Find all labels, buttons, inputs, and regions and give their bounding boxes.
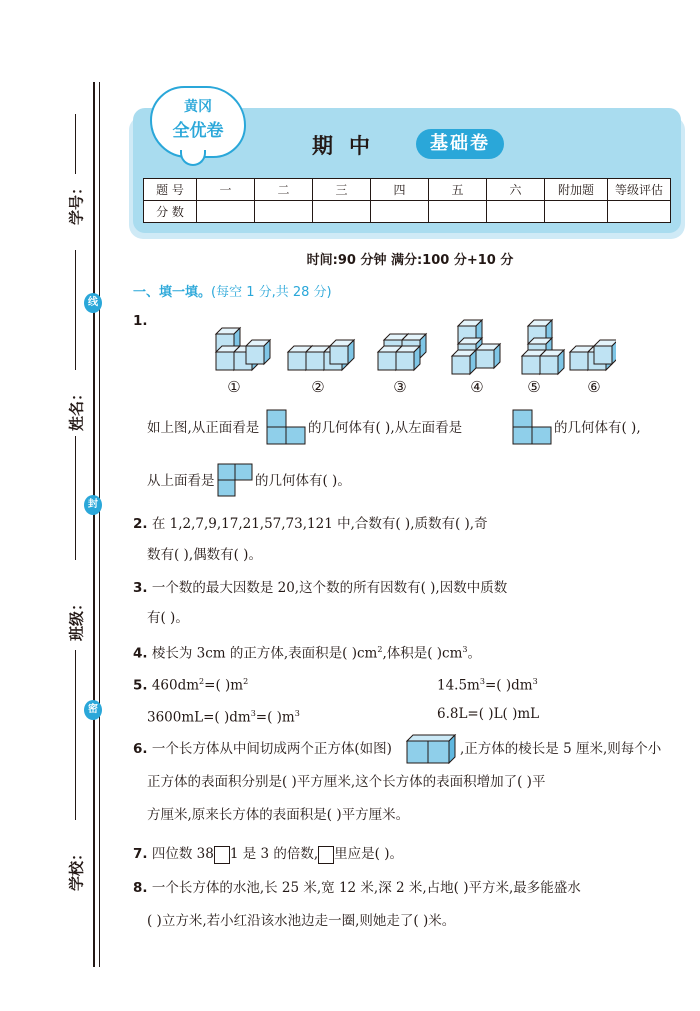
q4-number: 4. xyxy=(133,645,148,662)
student-id-field xyxy=(46,120,106,320)
binding-margin xyxy=(0,0,105,1011)
score-header-cell: 等级评估 xyxy=(608,179,671,201)
name-field xyxy=(46,370,106,450)
q5-c2: =( )m xyxy=(255,709,295,726)
score-cell[interactable] xyxy=(371,201,429,223)
q1-text: 如上图,从正面看是 xyxy=(147,420,260,436)
score-cell[interactable] xyxy=(197,201,255,223)
q5-sup: 3 xyxy=(532,677,538,686)
score-cell[interactable] xyxy=(545,201,608,223)
q8-text-2: ( )立方米,若小红沿该水池边走一圈,则她走了( )米。 xyxy=(147,913,456,929)
score-header-cell: 二 xyxy=(255,179,313,201)
seal-mi: 密 xyxy=(84,700,102,720)
q5-sup: 3 xyxy=(250,709,256,718)
q6-text-a: 一个长方体从中间切成两个正方体(如图) xyxy=(151,741,392,757)
score-header-cell: 三 xyxy=(313,179,371,201)
figure-label-5: ⑤ xyxy=(527,378,541,396)
front-view-icon xyxy=(266,409,306,445)
q7-text-c: 里应是( )。 xyxy=(334,846,403,862)
logo-line-2: 全优卷 xyxy=(172,121,224,141)
school-label: 学校： xyxy=(67,846,86,892)
figure-label-2: ② xyxy=(311,378,325,396)
exam-info: 时间:90 分钟 满分:100 分+10 分 xyxy=(306,253,514,268)
q4-text-b: ,体积是( )cm xyxy=(382,645,463,662)
q5-c: 3600mL=( )dm xyxy=(147,709,251,726)
school-field xyxy=(46,830,106,910)
score-cell[interactable] xyxy=(255,201,313,223)
section-title: 一、填一填。 xyxy=(133,285,212,300)
q6-text-3: 方厘米,原来长方体的表面积是( )平方厘米。 xyxy=(147,807,410,823)
score-row-label: 分 数 xyxy=(144,201,197,223)
q4-text-c: 。 xyxy=(467,645,482,662)
q1-number: 1. xyxy=(133,313,148,329)
q7-blank-box-ref xyxy=(318,846,334,864)
q3-text-1: 一个数的最大因数是 20,这个数的所有因数有( ),因数中质数 xyxy=(151,580,508,596)
q7-line xyxy=(133,845,403,864)
seal-xian: 线 xyxy=(84,293,102,313)
q4-text-a: 棱长为 3cm 的正方体,表面积是( )cm xyxy=(151,645,378,662)
q5-line-2 xyxy=(147,705,300,727)
score-table-score-row xyxy=(144,201,671,223)
q3-line-1 xyxy=(133,579,507,597)
score-table-header-row xyxy=(144,179,671,201)
q4-sup-3: 3 xyxy=(462,645,468,654)
left-view-icon xyxy=(512,409,552,445)
q5-line-1b xyxy=(437,673,538,695)
q6-cuboid-figure xyxy=(406,734,460,764)
q1-text-c: 的几何体有( ), xyxy=(554,420,641,436)
q7-text-b: 1 是 3 的倍数, xyxy=(229,846,319,862)
q6-text-2: 正方体的表面积分别是( )平方厘米,这个长方体的表面积增加了( )平 xyxy=(147,774,546,790)
q5-line-1 xyxy=(133,673,248,695)
q5-a: 460dm xyxy=(151,677,200,694)
q2-line-1 xyxy=(133,515,488,533)
q3-number: 3. xyxy=(133,580,148,596)
q2-number: 2. xyxy=(133,516,148,532)
q5-a2: =( )m xyxy=(204,677,244,694)
score-cell[interactable] xyxy=(608,201,671,223)
q5-d: 6.8L=( )L( )mL xyxy=(437,706,540,722)
figure-label-3: ③ xyxy=(393,378,407,396)
section-heading xyxy=(133,281,332,300)
student-id-line-2 xyxy=(75,250,76,370)
class-line-top xyxy=(75,500,76,560)
q8-number: 8. xyxy=(133,880,148,896)
seal-feng: 封 xyxy=(84,495,102,515)
score-cell[interactable] xyxy=(429,201,487,223)
class-field xyxy=(46,580,106,660)
score-header-cell: 一 xyxy=(197,179,255,201)
q5-sup: 3 xyxy=(479,677,485,686)
q5-b2: =( )dm xyxy=(484,677,533,694)
q7-blank-box[interactable] xyxy=(214,846,230,864)
q8-line-1 xyxy=(133,879,581,897)
class-label: 班级： xyxy=(67,596,86,642)
logo-line-1: 黄冈 xyxy=(184,99,212,115)
q6-text-b: ,正方体的棱长是 5 厘米,则每个小 xyxy=(460,741,662,757)
exam-title: 期中 xyxy=(312,134,386,158)
q1-text-d: 从上面看是 xyxy=(147,473,215,489)
figure-label-4: ④ xyxy=(470,378,484,396)
score-table xyxy=(143,178,671,223)
figure-label-6: ⑥ xyxy=(587,378,601,396)
q6-number: 6. xyxy=(133,741,148,757)
figure-label-1: ① xyxy=(227,378,241,396)
q5-b: 14.5m xyxy=(437,677,480,694)
q2-text-1: 在 1,2,7,9,17,21,57,73,121 中,合数有( ),质数有( ),奇 xyxy=(151,516,488,532)
q1-figure-labels xyxy=(206,318,616,408)
q6-line-1 xyxy=(133,740,392,758)
score-header-cell: 附加题 xyxy=(545,179,608,201)
q1-text-e: 的几何体有( )。 xyxy=(255,473,351,489)
q8-text-1: 一个长方体的水池,长 25 米,宽 12 米,深 2 米,占地( )平方米,最多能盛水 xyxy=(151,880,581,896)
q7-number: 7. xyxy=(133,846,148,862)
score-header-cell: 六 xyxy=(487,179,545,201)
student-id-label: 学号： xyxy=(67,180,86,226)
name-label: 姓名： xyxy=(67,386,86,432)
q5-sup: 2 xyxy=(199,677,205,686)
q4-sup-2: 2 xyxy=(377,645,383,654)
score-header-cell: 五 xyxy=(429,179,487,201)
q1-text-b: 的几何体有( ),从左面看是 xyxy=(308,420,463,436)
q7-text-a: 四位数 38 xyxy=(151,846,214,862)
q5-sup: 3 xyxy=(294,709,300,718)
q5-sup: 2 xyxy=(243,677,249,686)
q1-line-1 xyxy=(147,419,259,437)
q4-line-1 xyxy=(133,641,481,663)
top-view-icon xyxy=(217,463,253,497)
q5-number: 5. xyxy=(133,677,148,694)
section-note: (每空 1 分,共 28 分) xyxy=(211,285,332,300)
brand-logo xyxy=(150,86,246,158)
q2-text-2: 数有( ),偶数有( )。 xyxy=(147,547,262,563)
score-header-cell: 四 xyxy=(371,179,429,201)
student-id-line xyxy=(75,114,76,174)
score-cell[interactable] xyxy=(313,201,371,223)
score-header-cell: 题 号 xyxy=(144,179,197,201)
school-line xyxy=(75,740,76,820)
score-cell[interactable] xyxy=(487,201,545,223)
exam-type-badge: 基础卷 xyxy=(416,129,504,159)
q3-text-2: 有( )。 xyxy=(147,610,189,626)
